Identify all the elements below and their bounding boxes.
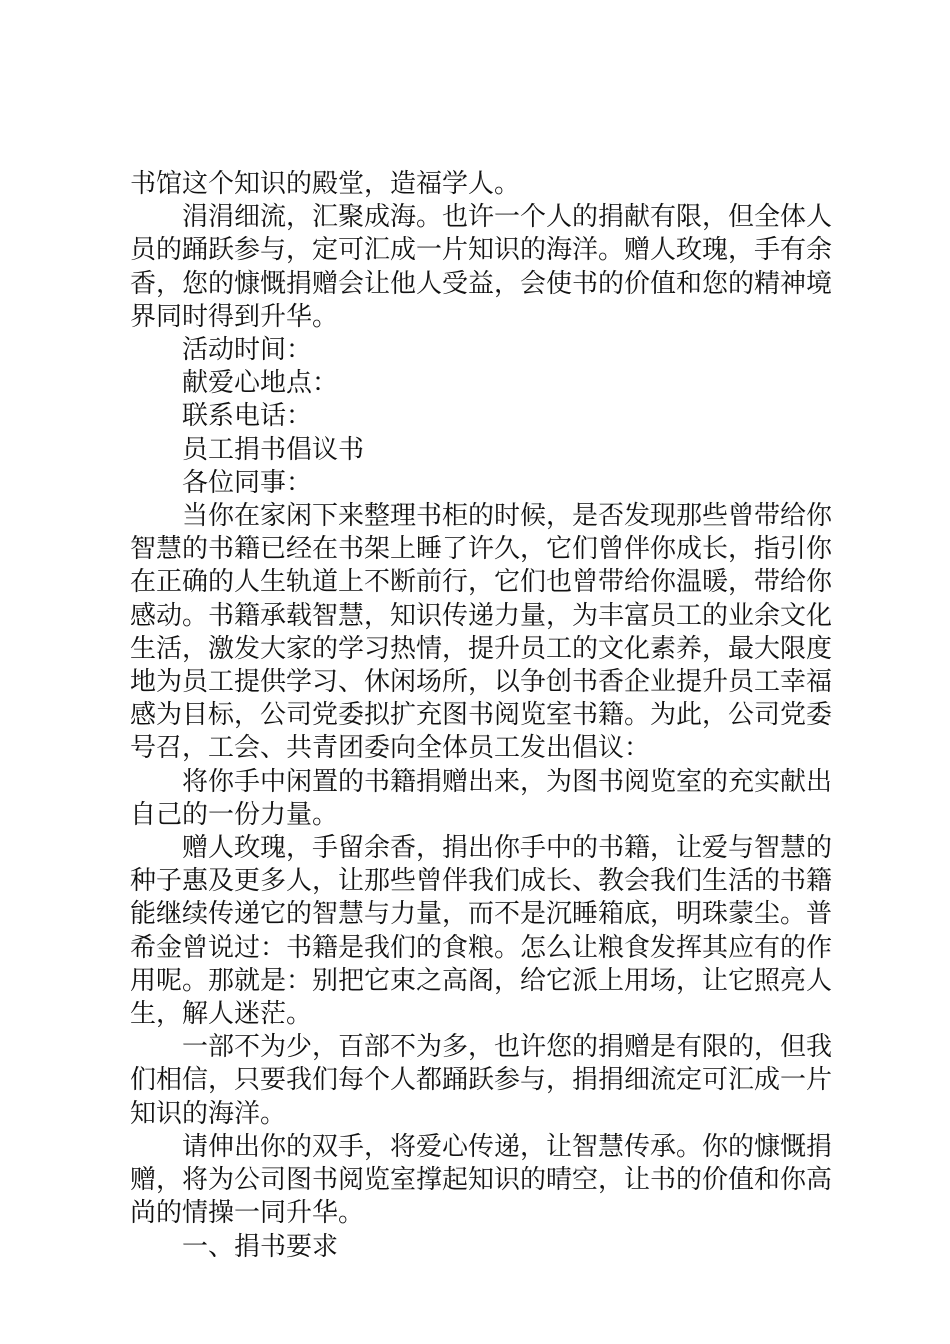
paragraph-intro: 涓涓细流，汇聚成海。也许一个人的捐献有限，但全体人员的踊跃参与，定可汇成一片知识的海洋。赠人玫瑰，手有余香，您的慷慨捐赠会让他人受益，会使书的价值和您的精神境界同时得到升华。 — [130, 202, 833, 332]
paragraph-body-4: 一部不为少，百部不为多，也许您的捐赠是有限的，但我们相信，只要我们每个人都踊跃参与，捐捐细流定可汇成一片知识的海洋。 — [130, 1032, 833, 1129]
paragraph-continuation: 书馆这个知识的殿堂，造福学人。 — [130, 169, 521, 199]
salutation: 各位同事： — [182, 467, 313, 498]
paragraph-body-2: 将你手中闲置的书籍捐赠出来，为图书阅览室的充实献出自己的一份力量。 — [130, 766, 833, 830]
paragraph-body-1: 当你在家闲下来整理书柜的时候，是否发现那些曾带给你智慧的书籍已经在书架上睡了许久，它们曾伴你成长，指引你在正确的人生轨道上不断前行，它们也曾带给你温暖，带给你感动。书籍承载智慧，知识传递力量，为丰富员工的业余文化生活，激发大家的学习热情，提升员工的文化素养，最大限度地为员工提供学习、休闲场所，以争创书香企业提升员工幸福感为目标，公司党委拟扩充图书阅览室书籍。为此，公司党委号召，工会、共青团委向全体员工发出倡议： — [130, 501, 833, 764]
subsection-heading: 一、捐书要求 — [182, 1231, 339, 1262]
document-body — [130, 168, 832, 1264]
paragraph-body-3: 赠人玫瑰，手留余香，捐出你手中的书籍，让爱与智慧的种子惠及更多人，让那些曾伴我们成长、教会我们生活的书籍能继续传递它的智慧与力量，而不是沉睡箱底，明珠蒙尘。普希金曾说过：书籍是我们的食粮。怎么让粮食发挥其应有的作用呢。那就是：别把它束之高阁，给它派上用场，让它照亮人生，解人迷茫。 — [130, 833, 833, 1030]
contact-phone-label: 联系电话： — [182, 401, 313, 432]
activity-time-label: 活动时间： — [182, 335, 313, 366]
section-title: 员工捐书倡议书 — [182, 434, 365, 465]
location-label: 献爱心地点： — [182, 368, 339, 399]
paragraph-body-5: 请伸出你的双手，将爱心传递，让智慧传承。你的慷慨捐赠，将为公司图书阅览室撑起知识的晴空，让书的价值和你高尚的情操一同升华。 — [130, 1131, 833, 1229]
